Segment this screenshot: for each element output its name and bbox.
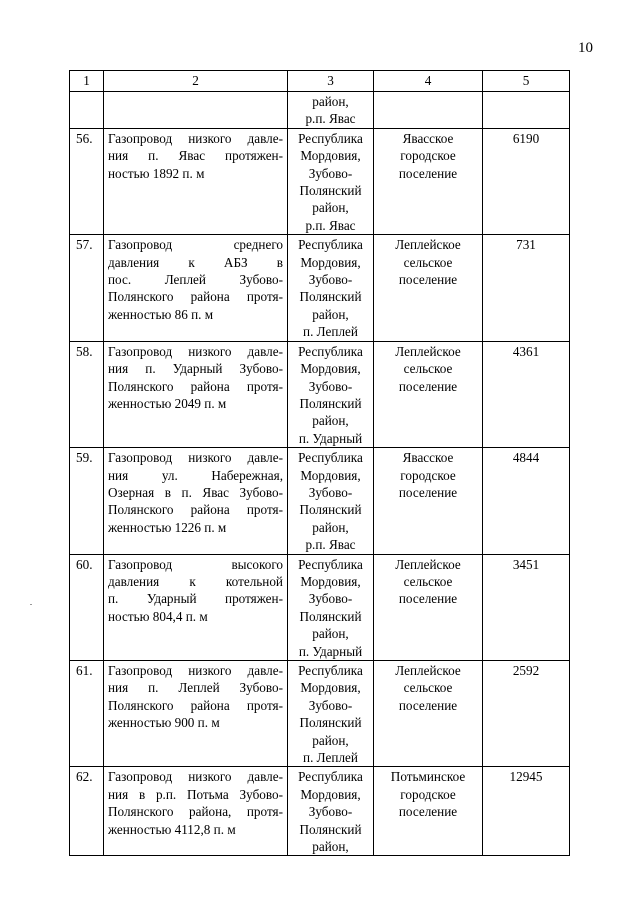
- description-line: Полянского района протя-: [108, 502, 283, 518]
- description-line: ния в р.п. Потьма Зубово-: [108, 786, 283, 802]
- value-cell: 6190: [483, 128, 570, 234]
- description-line: женностью 86 п. м: [108, 306, 214, 322]
- value-cell: 4361: [483, 341, 570, 447]
- location-line: район,: [312, 200, 349, 216]
- description-cell: [104, 767, 288, 856]
- settlement-line: Леплейское: [395, 663, 461, 678]
- description-line: Газопровод среднего: [108, 237, 283, 253]
- location-line: п. Ударный: [298, 430, 363, 446]
- continuation-location-cell: [288, 92, 374, 129]
- description-cell: [104, 341, 288, 447]
- settlement-cell: [374, 767, 483, 856]
- location-line: район,: [312, 839, 349, 855]
- continuation-settlement-cell: [374, 92, 483, 129]
- location-line: Мордовия,: [300, 680, 361, 696]
- location-line: Республика: [298, 450, 363, 466]
- description-line: пос. Леплей Зубово-: [108, 272, 283, 288]
- settlement-cell: [374, 448, 483, 554]
- header-cell-3: 3: [288, 71, 374, 92]
- settlement-line: Явасское: [402, 130, 454, 146]
- settlement-line: Леплейское: [395, 343, 461, 359]
- location-line: Зубово-: [308, 378, 353, 394]
- description-line: давления к котельной: [108, 573, 283, 589]
- settlement-line: поселение: [398, 378, 458, 394]
- settlement-cell: [374, 661, 483, 767]
- location-line: п. Леплей: [303, 750, 358, 766]
- settlement-cell: [374, 341, 483, 447]
- location-line: р.п. Явас: [305, 537, 356, 553]
- settlement-cell: [374, 235, 483, 341]
- location-line: Зубово-: [308, 165, 353, 181]
- header-cell-1: 1: [70, 71, 104, 92]
- location-line: район,: [312, 626, 349, 642]
- value-cell: 2592: [483, 661, 570, 767]
- settlement-line: Леплейское: [395, 556, 461, 572]
- location-line: Зубово-: [308, 804, 353, 820]
- description-line: женностью 4112,8 п. м: [108, 821, 236, 837]
- continuation-num-cell: [70, 92, 104, 129]
- location-line: Республика: [298, 769, 363, 785]
- description-cell: [104, 235, 288, 341]
- location-line: Мордовия,: [300, 148, 361, 164]
- value-cell: 3451: [483, 554, 570, 660]
- table-row: [70, 341, 570, 447]
- settlement-line: поселение: [398, 591, 458, 607]
- settlement-line: сельское: [403, 254, 453, 270]
- header-row: [70, 71, 570, 92]
- description-line: п. Ударный протяжен-: [108, 591, 283, 607]
- description-cell: [104, 128, 288, 234]
- settlement-line: поселение: [398, 804, 458, 820]
- location-line: Зубово-: [308, 484, 353, 500]
- location-line: Полянский: [299, 289, 362, 305]
- settlement-line: поселение: [398, 697, 458, 713]
- continuation-row: [70, 92, 570, 129]
- location-line: район,: [312, 519, 349, 535]
- row-number-cell: 60.: [70, 554, 104, 660]
- value-cell: 12945: [483, 767, 570, 856]
- settlement-line: поселение: [398, 272, 458, 288]
- row-number-cell: 61.: [70, 661, 104, 767]
- location-line: Республика: [298, 663, 363, 678]
- location-cell: [288, 448, 374, 554]
- value-cell: 4844: [483, 448, 570, 554]
- settlement-line: поселение: [398, 165, 458, 181]
- location-line: Полянский: [299, 715, 362, 731]
- table-row: [70, 767, 570, 856]
- location-cell: [288, 341, 374, 447]
- location-line: Мордовия,: [300, 786, 361, 802]
- table-row: [70, 448, 570, 554]
- location-line: Полянский: [299, 821, 362, 837]
- header-cell-5: 5: [483, 71, 570, 92]
- header-cell-4: 4: [374, 71, 483, 92]
- location-line: район,: [312, 732, 349, 748]
- description-line: ния п. Леплей Зубово-: [108, 680, 283, 696]
- settlement-line: городское: [400, 467, 456, 483]
- description-line: Полянского района протя-: [108, 697, 283, 713]
- location-line: Мордовия,: [300, 467, 361, 483]
- description-line: ностью 1892 п. м: [108, 165, 205, 181]
- value-cell: 731: [483, 235, 570, 341]
- location-line: Республика: [298, 343, 363, 359]
- location-cell: [288, 554, 374, 660]
- location-cell: [288, 661, 374, 767]
- location-line: Полянский: [299, 608, 362, 624]
- location-line: Республика: [298, 237, 363, 253]
- table-body: [70, 71, 570, 856]
- location-line: р.п. Явас: [305, 111, 356, 127]
- settlement-line: сельское: [403, 573, 453, 589]
- settlement-line: сельское: [403, 361, 453, 377]
- location-cell: [288, 235, 374, 341]
- table-row: [70, 554, 570, 660]
- location-line: Полянский: [299, 502, 362, 518]
- description-line: Газопровод низкого давле-: [108, 769, 283, 785]
- description-line: Газопровод низкого давле-: [108, 130, 283, 146]
- description-line: давления к АБЗ в: [108, 254, 283, 270]
- page-number: 10: [578, 40, 593, 56]
- row-number-cell: 58.: [70, 341, 104, 447]
- row-number-cell: 59.: [70, 448, 104, 554]
- description-line: ния ул. Набережная,: [108, 467, 283, 483]
- description-line: женностью 900 п. м: [108, 715, 220, 731]
- settlement-line: Леплейское: [395, 237, 461, 253]
- description-line: Полянского района протя-: [108, 289, 283, 305]
- location-line: Зубово-: [308, 591, 353, 607]
- location-line: Республика: [298, 556, 363, 572]
- table-row: [70, 661, 570, 767]
- continuation-desc-cell: [104, 92, 288, 129]
- settlement-cell: [374, 128, 483, 234]
- location-line: Полянский: [299, 395, 362, 411]
- description-line: ния п. Ударный Зубово-: [108, 361, 283, 377]
- row-number-cell: 57.: [70, 235, 104, 341]
- settlement-cell: [374, 554, 483, 660]
- settlement-line: поселение: [398, 484, 458, 500]
- settlement-line: городское: [400, 786, 456, 802]
- location-cell: [288, 767, 374, 856]
- description-line: Газопровод низкого давле-: [108, 450, 283, 466]
- property-table: [69, 70, 570, 856]
- location-line: Зубово-: [308, 697, 353, 713]
- location-line: район,: [312, 306, 349, 322]
- location-line: Мордовия,: [300, 361, 361, 377]
- description-cell: [104, 448, 288, 554]
- location-line: Мордовия,: [300, 573, 361, 589]
- settlement-line: Явасское: [402, 450, 454, 466]
- description-line: Газопровод низкого давле-: [108, 343, 283, 359]
- settlement-line: городское: [400, 148, 456, 164]
- description-line: Газопровод низкого давле-: [108, 663, 283, 678]
- location-line: Мордовия,: [300, 254, 361, 270]
- description-line: Полянского района, протя-: [108, 804, 283, 820]
- description-line: Полянского района протя-: [108, 378, 283, 394]
- description-line: Газопровод высокого: [108, 556, 283, 572]
- row-number-cell: 62.: [70, 767, 104, 856]
- location-line: район,: [312, 413, 349, 429]
- description-line: ностью 804,4 п. м: [108, 608, 208, 624]
- table-row: [70, 235, 570, 341]
- description-line: ния п. Явас протяжен-: [108, 148, 283, 164]
- settlement-line: сельское: [403, 680, 453, 696]
- description-cell: [104, 554, 288, 660]
- location-line: Республика: [298, 130, 363, 146]
- location-line: п. Леплей: [303, 324, 358, 340]
- description-line: женностью 2049 п. м: [108, 395, 227, 411]
- settlement-line: Потьминское: [390, 769, 466, 785]
- description-line: Озерная в п. Явас Зубово-: [108, 484, 283, 500]
- location-line: район,: [312, 94, 349, 109]
- continuation-value-cell: [483, 92, 570, 129]
- row-number-cell: 56.: [70, 128, 104, 234]
- location-line: Полянский: [299, 183, 362, 199]
- location-line: п. Ударный: [298, 643, 363, 659]
- location-cell: [288, 128, 374, 234]
- location-line: р.п. Явас: [305, 217, 356, 233]
- description-line: женностью 1226 п. м: [108, 519, 227, 535]
- scan-speck: [30, 604, 32, 605]
- header-cell-2: 2: [104, 71, 288, 92]
- location-line: Зубово-: [308, 272, 353, 288]
- table-row: [70, 128, 570, 234]
- description-cell: [104, 661, 288, 767]
